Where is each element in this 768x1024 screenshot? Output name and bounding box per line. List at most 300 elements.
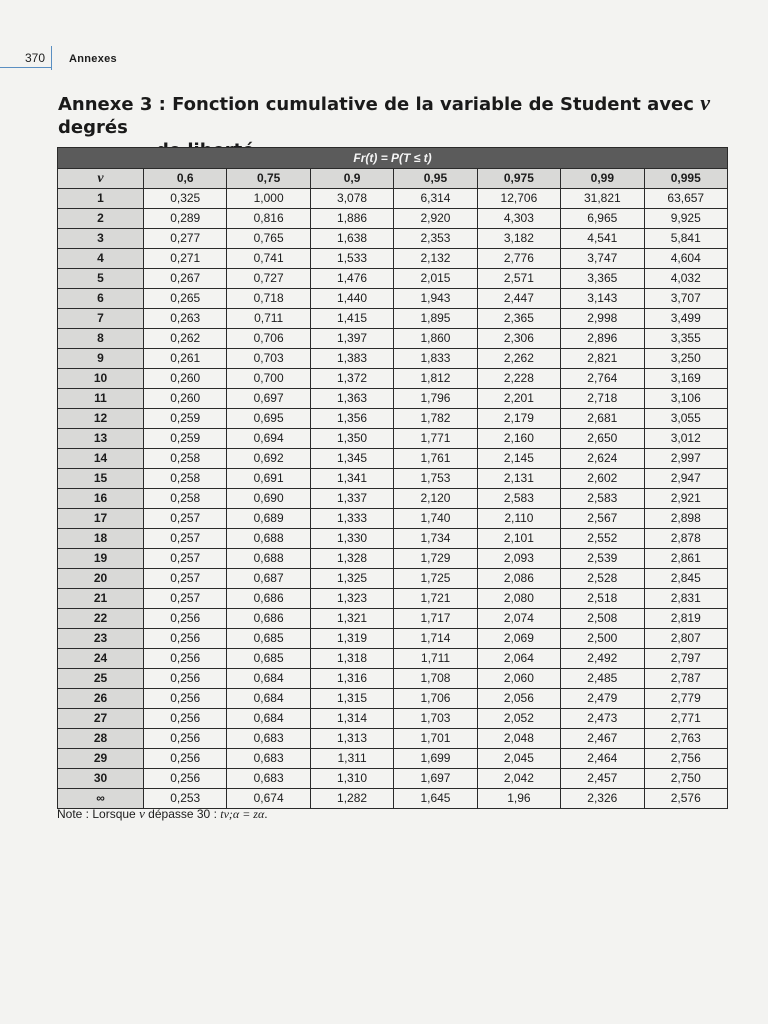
header-rule xyxy=(0,67,52,68)
table-cell: 1,313 xyxy=(310,729,393,749)
table-cell: 2,756 xyxy=(644,749,727,769)
table-cell: 2,179 xyxy=(477,409,560,429)
column-header: 0,6 xyxy=(144,169,227,189)
table-row xyxy=(58,569,728,589)
table-cell: 2,262 xyxy=(477,349,560,369)
note-nu-symbol: ν xyxy=(139,806,145,821)
table-cell: 4,032 xyxy=(644,269,727,289)
table-row xyxy=(58,769,728,789)
table-cell: 2,060 xyxy=(477,669,560,689)
table-cell: 0,697 xyxy=(227,389,310,409)
table-cell: 1,860 xyxy=(394,329,477,349)
table-cell: 1,943 xyxy=(394,289,477,309)
table-cell: 2,048 xyxy=(477,729,560,749)
table-cell: 2,131 xyxy=(477,469,560,489)
table-cell: 1,363 xyxy=(310,389,393,409)
table-caption: Fr(t) = P(T ≤ t) xyxy=(58,148,728,169)
table-cell: 0,674 xyxy=(227,789,310,809)
table-row xyxy=(58,369,728,389)
table-cell: 2,080 xyxy=(477,589,560,609)
degrees-of-freedom-cell: ∞ xyxy=(58,789,144,809)
table-row xyxy=(58,489,728,509)
table-cell: 1,383 xyxy=(310,349,393,369)
degrees-of-freedom-cell: 14 xyxy=(58,449,144,469)
degrees-of-freedom-cell: 6 xyxy=(58,289,144,309)
table-cell: 2,583 xyxy=(561,489,644,509)
table-cell: 1,703 xyxy=(394,709,477,729)
table-cell: 0,706 xyxy=(227,329,310,349)
table-row xyxy=(58,549,728,569)
table-cell: 3,055 xyxy=(644,409,727,429)
table-cell: 1,740 xyxy=(394,509,477,529)
degrees-of-freedom-cell: 30 xyxy=(58,769,144,789)
table-cell: 2,473 xyxy=(561,709,644,729)
table-cell: 1,812 xyxy=(394,369,477,389)
table-cell: 2,845 xyxy=(644,569,727,589)
table-cell: 2,132 xyxy=(394,249,477,269)
table-cell: 0,741 xyxy=(227,249,310,269)
table-cell: 2,602 xyxy=(561,469,644,489)
table-cell: 2,052 xyxy=(477,709,560,729)
column-header: 0,975 xyxy=(477,169,560,189)
table-cell: 2,576 xyxy=(644,789,727,809)
degrees-of-freedom-cell: 20 xyxy=(58,569,144,589)
table-cell: 0,686 xyxy=(227,589,310,609)
table-cell: 12,706 xyxy=(477,189,560,209)
table-cell: 0,262 xyxy=(144,329,227,349)
table-cell: 2,064 xyxy=(477,649,560,669)
table-cell: 2,539 xyxy=(561,549,644,569)
table-cell: 0,683 xyxy=(227,749,310,769)
table-cell: 1,771 xyxy=(394,429,477,449)
table-row xyxy=(58,689,728,709)
table-cell: 3,747 xyxy=(561,249,644,269)
degrees-of-freedom-cell: 28 xyxy=(58,729,144,749)
table-cell: 1,321 xyxy=(310,609,393,629)
table-row xyxy=(58,289,728,309)
table-cell: 0,765 xyxy=(227,229,310,249)
table-cell: 0,260 xyxy=(144,369,227,389)
table-cell: 1,415 xyxy=(310,309,393,329)
table-cell: 0,258 xyxy=(144,469,227,489)
table-cell: 2,571 xyxy=(477,269,560,289)
table-cell: 1,701 xyxy=(394,729,477,749)
table-cell: 0,685 xyxy=(227,629,310,649)
table-cell: 0,256 xyxy=(144,669,227,689)
table-cell: 1,729 xyxy=(394,549,477,569)
table-cell: 1,717 xyxy=(394,609,477,629)
table-row xyxy=(58,709,728,729)
table-cell: 1,397 xyxy=(310,329,393,349)
table-cell: 3,106 xyxy=(644,389,727,409)
table-cell: 1,833 xyxy=(394,349,477,369)
table-cell: 2,831 xyxy=(644,589,727,609)
table-cell: 3,143 xyxy=(561,289,644,309)
table-cell: 2,552 xyxy=(561,529,644,549)
table-cell: 0,816 xyxy=(227,209,310,229)
degrees-of-freedom-cell: 13 xyxy=(58,429,144,449)
table-cell: 2,110 xyxy=(477,509,560,529)
table-row xyxy=(58,669,728,689)
table-cell: 1,333 xyxy=(310,509,393,529)
table-cell: 2,306 xyxy=(477,329,560,349)
table-cell: 2,326 xyxy=(561,789,644,809)
table-cell: 2,763 xyxy=(644,729,727,749)
table-cell: 2,898 xyxy=(644,509,727,529)
table-cell: 0,263 xyxy=(144,309,227,329)
table-cell: 2,821 xyxy=(561,349,644,369)
table-cell: 1,645 xyxy=(394,789,477,809)
title-prefix: Annexe 3 : Fonction cumulative de la variable de Student avec xyxy=(58,94,701,115)
table-cell: 3,499 xyxy=(644,309,727,329)
table-cell: 3,169 xyxy=(644,369,727,389)
degrees-of-freedom-cell: 7 xyxy=(58,309,144,329)
table-cell: 1,350 xyxy=(310,429,393,449)
table-cell: 2,787 xyxy=(644,669,727,689)
table-cell: 2,650 xyxy=(561,429,644,449)
table-cell: 2,764 xyxy=(561,369,644,389)
table-cell: 0,277 xyxy=(144,229,227,249)
table-cell: 0,259 xyxy=(144,429,227,449)
table-cell: 1,372 xyxy=(310,369,393,389)
note-prefix: Note : Lorsque xyxy=(57,807,140,821)
table-cell: 0,692 xyxy=(227,449,310,469)
table-cell: 2,998 xyxy=(561,309,644,329)
table-cell: 2,228 xyxy=(477,369,560,389)
degrees-of-freedom-cell: 5 xyxy=(58,269,144,289)
page-number: 370 xyxy=(25,51,46,65)
degrees-of-freedom-cell: 11 xyxy=(58,389,144,409)
table-cell: 1,753 xyxy=(394,469,477,489)
table-cell: 0,257 xyxy=(144,569,227,589)
table-cell: 3,365 xyxy=(561,269,644,289)
table-row xyxy=(58,229,728,249)
table-cell: 1,714 xyxy=(394,629,477,649)
degrees-of-freedom-cell: 26 xyxy=(58,689,144,709)
table-cell: 2,500 xyxy=(561,629,644,649)
table-cell: 1,000 xyxy=(227,189,310,209)
table-row xyxy=(58,729,728,749)
table-cell: 0,695 xyxy=(227,409,310,429)
table-cell: 0,256 xyxy=(144,649,227,669)
column-header: 0,99 xyxy=(561,169,644,189)
table-row xyxy=(58,249,728,269)
table-cell: 0,687 xyxy=(227,569,310,589)
table-cell: 4,604 xyxy=(644,249,727,269)
table-cell: 2,896 xyxy=(561,329,644,349)
table-cell: 0,256 xyxy=(144,689,227,709)
table-cell: 0,684 xyxy=(227,709,310,729)
table-row xyxy=(58,389,728,409)
table-cell: 2,365 xyxy=(477,309,560,329)
table-cell: 1,310 xyxy=(310,769,393,789)
table-cell: 2,861 xyxy=(644,549,727,569)
table-cell: 2,015 xyxy=(394,269,477,289)
table-body xyxy=(58,189,728,809)
table-cell: 0,256 xyxy=(144,729,227,749)
table-row xyxy=(58,469,728,489)
table-cell: 1,96 xyxy=(477,789,560,809)
table-cell: 2,447 xyxy=(477,289,560,309)
table-cell: 4,303 xyxy=(477,209,560,229)
table-row xyxy=(58,529,728,549)
table-cell: 0,686 xyxy=(227,609,310,629)
table-cell: 0,256 xyxy=(144,609,227,629)
table-cell: 0,684 xyxy=(227,689,310,709)
table-cell: 2,797 xyxy=(644,649,727,669)
table-cell: 3,078 xyxy=(310,189,393,209)
table-cell: 2,997 xyxy=(644,449,727,469)
table-cell: 1,721 xyxy=(394,589,477,609)
table-cell: 1,345 xyxy=(310,449,393,469)
table-cell: 0,683 xyxy=(227,769,310,789)
degrees-of-freedom-cell: 10 xyxy=(58,369,144,389)
degrees-of-freedom-cell: 2 xyxy=(58,209,144,229)
table-cell: 2,042 xyxy=(477,769,560,789)
table-cell: 2,528 xyxy=(561,569,644,589)
table-cell: 0,289 xyxy=(144,209,227,229)
degrees-of-freedom-cell: 27 xyxy=(58,709,144,729)
table-cell: 2,779 xyxy=(644,689,727,709)
table-cell: 0,257 xyxy=(144,529,227,549)
table-cell: 1,761 xyxy=(394,449,477,469)
table-cell: 1,337 xyxy=(310,489,393,509)
degrees-of-freedom-cell: 1 xyxy=(58,189,144,209)
table-cell: 0,325 xyxy=(144,189,227,209)
table-cell: 1,533 xyxy=(310,249,393,269)
table-cell: 1,315 xyxy=(310,689,393,709)
degrees-of-freedom-cell: 18 xyxy=(58,529,144,549)
table-row xyxy=(58,649,728,669)
table-cell: 0,257 xyxy=(144,509,227,529)
table-cell: 1,311 xyxy=(310,749,393,769)
table-cell: 5,841 xyxy=(644,229,727,249)
table-cell: 2,353 xyxy=(394,229,477,249)
table-cell: 2,120 xyxy=(394,489,477,509)
table-cell: 1,796 xyxy=(394,389,477,409)
table-cell: 0,683 xyxy=(227,729,310,749)
table-cell: 1,708 xyxy=(394,669,477,689)
degrees-of-freedom-cell: 9 xyxy=(58,349,144,369)
table-cell: 9,925 xyxy=(644,209,727,229)
table-cell: 1,711 xyxy=(394,649,477,669)
table-row xyxy=(58,429,728,449)
table-cell: 0,711 xyxy=(227,309,310,329)
table-cell: 0,700 xyxy=(227,369,310,389)
table-row xyxy=(58,589,728,609)
table-cell: 0,260 xyxy=(144,389,227,409)
degrees-of-freedom-cell: 24 xyxy=(58,649,144,669)
table-cell: 2,479 xyxy=(561,689,644,709)
table-cell: 1,328 xyxy=(310,549,393,569)
degrees-of-freedom-cell: 3 xyxy=(58,229,144,249)
table-cell: 1,734 xyxy=(394,529,477,549)
table-cell: 1,638 xyxy=(310,229,393,249)
degrees-of-freedom-cell: 17 xyxy=(58,509,144,529)
table-cell: 1,476 xyxy=(310,269,393,289)
table-cell: 0,257 xyxy=(144,589,227,609)
table-cell: 3,707 xyxy=(644,289,727,309)
degrees-of-freedom-cell: 25 xyxy=(58,669,144,689)
table-cell: 4,541 xyxy=(561,229,644,249)
table-cell: 6,965 xyxy=(561,209,644,229)
table-cell: 2,567 xyxy=(561,509,644,529)
table-cell: 1,282 xyxy=(310,789,393,809)
note-suffix: . xyxy=(264,807,268,821)
table-cell: 2,086 xyxy=(477,569,560,589)
table-header-row xyxy=(58,169,728,189)
table-cell: 2,464 xyxy=(561,749,644,769)
table-cell: 2,624 xyxy=(561,449,644,469)
table-cell: 2,807 xyxy=(644,629,727,649)
table-cell: 2,145 xyxy=(477,449,560,469)
table-cell: 3,182 xyxy=(477,229,560,249)
header-tick xyxy=(51,46,52,70)
table-cell: 2,093 xyxy=(477,549,560,569)
table-cell: 2,045 xyxy=(477,749,560,769)
table-cell: 0,689 xyxy=(227,509,310,529)
table-cell: 0,257 xyxy=(144,549,227,569)
table-cell: 2,819 xyxy=(644,609,727,629)
table-cell: 0,265 xyxy=(144,289,227,309)
table-cell: 2,508 xyxy=(561,609,644,629)
table-cell: 0,694 xyxy=(227,429,310,449)
degrees-of-freedom-cell: 4 xyxy=(58,249,144,269)
table-cell: 0,718 xyxy=(227,289,310,309)
table-cell: 1,782 xyxy=(394,409,477,429)
table-cell: 0,267 xyxy=(144,269,227,289)
note-middle: dépasse 30 : xyxy=(144,807,221,821)
table-cell: 0,259 xyxy=(144,409,227,429)
nu-column-header: ν xyxy=(58,169,144,189)
table-cell: 2,160 xyxy=(477,429,560,449)
table-cell: 2,681 xyxy=(561,409,644,429)
table-cell: 0,256 xyxy=(144,749,227,769)
title-suffix: degrés xyxy=(58,117,128,138)
table-cell: 1,330 xyxy=(310,529,393,549)
table-row xyxy=(58,189,728,209)
table-cell: 2,718 xyxy=(561,389,644,409)
column-header: 0,9 xyxy=(310,169,393,189)
section-name: Annexes xyxy=(69,53,117,65)
table-cell: 1,706 xyxy=(394,689,477,709)
table-cell: 3,012 xyxy=(644,429,727,449)
table-cell: 1,319 xyxy=(310,629,393,649)
table-cell: 6,314 xyxy=(394,189,477,209)
table-cell: 1,699 xyxy=(394,749,477,769)
column-header: 0,75 xyxy=(227,169,310,189)
degrees-of-freedom-cell: 15 xyxy=(58,469,144,489)
table-cell: 1,325 xyxy=(310,569,393,589)
title-nu-symbol: ν xyxy=(700,90,710,115)
table-cell: 0,258 xyxy=(144,489,227,509)
table-cell: 0,703 xyxy=(227,349,310,369)
table-cell: 2,457 xyxy=(561,769,644,789)
table-cell: 1,697 xyxy=(394,769,477,789)
table-cell: 0,261 xyxy=(144,349,227,369)
degrees-of-freedom-cell: 19 xyxy=(58,549,144,569)
table-cell: 0,688 xyxy=(227,549,310,569)
table-row xyxy=(58,349,728,369)
table-cell: 0,271 xyxy=(144,249,227,269)
table-row xyxy=(58,449,728,469)
table-row xyxy=(58,629,728,649)
table-cell: 2,771 xyxy=(644,709,727,729)
table-cell: 1,440 xyxy=(310,289,393,309)
table-row xyxy=(58,509,728,529)
table-cell: 2,947 xyxy=(644,469,727,489)
table-row xyxy=(58,409,728,429)
note-formula: tν;α = zα xyxy=(220,807,265,821)
table-cell: 3,250 xyxy=(644,349,727,369)
table-row xyxy=(58,209,728,229)
table-cell: 1,323 xyxy=(310,589,393,609)
table-cell: 2,583 xyxy=(477,489,560,509)
table-cell: 0,691 xyxy=(227,469,310,489)
table-cell: 2,485 xyxy=(561,669,644,689)
table-cell: 63,657 xyxy=(644,189,727,209)
table-cell: 1,895 xyxy=(394,309,477,329)
table-cell: 31,821 xyxy=(561,189,644,209)
table-cell: 1,314 xyxy=(310,709,393,729)
table-cell: 2,074 xyxy=(477,609,560,629)
table-cell: 2,920 xyxy=(394,209,477,229)
table-cell: 0,690 xyxy=(227,489,310,509)
table-cell: 2,201 xyxy=(477,389,560,409)
table-cell: 0,253 xyxy=(144,789,227,809)
table-cell: 3,355 xyxy=(644,329,727,349)
column-header: 0,95 xyxy=(394,169,477,189)
table-cell: 0,256 xyxy=(144,709,227,729)
table-cell: 1,886 xyxy=(310,209,393,229)
table-row xyxy=(58,309,728,329)
table-cell: 0,685 xyxy=(227,649,310,669)
table-cell: 1,316 xyxy=(310,669,393,689)
table-cell: 0,258 xyxy=(144,449,227,469)
table-cell: 0,256 xyxy=(144,629,227,649)
degrees-of-freedom-cell: 12 xyxy=(58,409,144,429)
table-cell: 0,727 xyxy=(227,269,310,289)
table-cell: 2,750 xyxy=(644,769,727,789)
table-cell: 1,725 xyxy=(394,569,477,589)
table-cell: 2,056 xyxy=(477,689,560,709)
table-cell: 2,921 xyxy=(644,489,727,509)
footnote xyxy=(57,806,268,822)
table-row xyxy=(58,749,728,769)
table-cell: 1,356 xyxy=(310,409,393,429)
table-cell: 2,101 xyxy=(477,529,560,549)
degrees-of-freedom-cell: 16 xyxy=(58,489,144,509)
table-cell: 0,688 xyxy=(227,529,310,549)
table-cell: 2,776 xyxy=(477,249,560,269)
table-cell: 2,518 xyxy=(561,589,644,609)
table-cell: 0,256 xyxy=(144,769,227,789)
degrees-of-freedom-cell: 22 xyxy=(58,609,144,629)
column-header: 0,995 xyxy=(644,169,727,189)
table-row xyxy=(58,269,728,289)
table-cell: 0,684 xyxy=(227,669,310,689)
table-cell: 2,467 xyxy=(561,729,644,749)
table-cell: 2,878 xyxy=(644,529,727,549)
table-row xyxy=(58,609,728,629)
degrees-of-freedom-cell: 29 xyxy=(58,749,144,769)
degrees-of-freedom-cell: 21 xyxy=(58,589,144,609)
table-cell: 2,492 xyxy=(561,649,644,669)
student-t-table xyxy=(57,147,728,809)
table-cell: 1,341 xyxy=(310,469,393,489)
degrees-of-freedom-cell: 23 xyxy=(58,629,144,649)
table-cell: 2,069 xyxy=(477,629,560,649)
